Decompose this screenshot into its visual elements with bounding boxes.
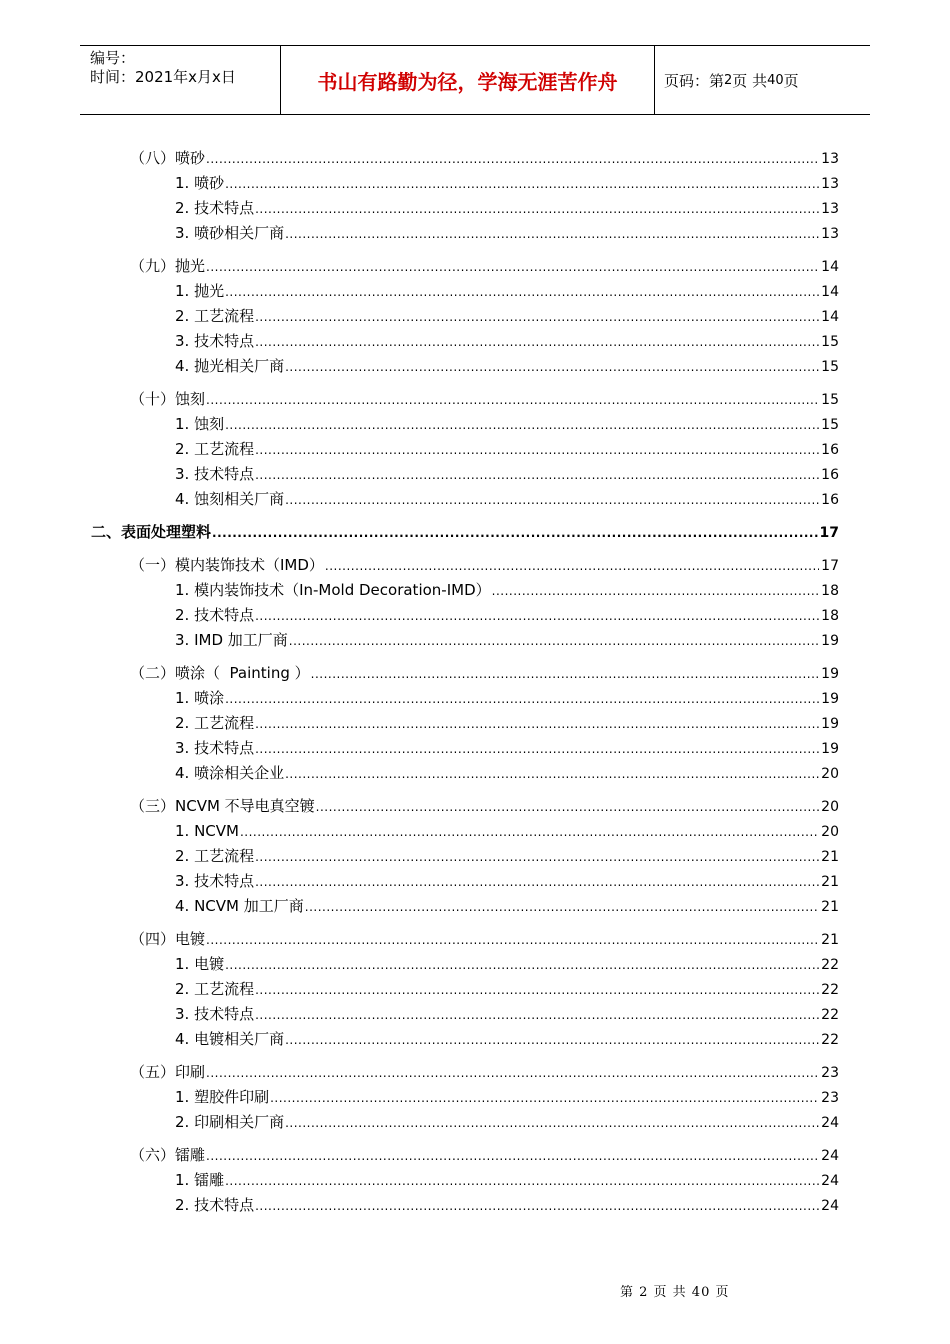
toc-entry[interactable] — [175, 763, 839, 783]
toc-entry-page: 16 — [821, 467, 839, 483]
toc-entry[interactable] — [175, 713, 839, 733]
toc-entry-label: 4. 电镀相关厂商 — [175, 1030, 285, 1048]
toc-entry[interactable] — [175, 821, 839, 841]
toc-entry[interactable] — [175, 173, 839, 193]
toc-entry-page: 19 — [821, 633, 839, 649]
toc-entry-page: 19 — [821, 691, 839, 707]
toc-dot-leader — [492, 581, 820, 601]
toc-entry-page: 22 — [821, 982, 839, 998]
toc-entry-page: 21 — [821, 932, 839, 948]
toc-entry-page: 14 — [821, 259, 839, 275]
page-footer: 第 2 页 共 40 页 — [620, 1285, 730, 1300]
toc-entry-label: 2. 印刷相关厂商 — [175, 1113, 285, 1131]
toc-entry-label: 1. 模内装饰技术（In-Mold Decoration-IMD） — [175, 581, 491, 599]
toc-entry-label: 4. NCVM 加工厂商 — [175, 897, 304, 915]
toc-dot-leader — [255, 199, 819, 219]
toc-entry-label: 4. 抛光相关厂商 — [175, 357, 285, 375]
toc-dot-leader — [225, 282, 819, 302]
toc-dot-leader — [316, 797, 820, 817]
toc-entry-page: 20 — [821, 824, 839, 840]
toc-dot-leader — [255, 465, 819, 485]
toc-dot-leader — [255, 847, 819, 867]
toc-entry-label: （一）模内装饰技术（IMD） — [130, 556, 324, 574]
toc-entry-page: 16 — [821, 492, 839, 508]
toc-entry-label: （八）喷砂 — [130, 149, 206, 167]
toc-entry-label: （四）电镀 — [130, 930, 206, 948]
toc-entry-label: 1. 塑胶件印刷 — [175, 1088, 270, 1106]
toc-entry-page: 18 — [821, 583, 839, 599]
toc-entry-page: 15 — [821, 359, 839, 375]
toc-dot-leader — [305, 897, 819, 917]
toc-entry-page: 19 — [821, 716, 839, 732]
toc-entry-label: 2. 工艺流程 — [175, 980, 255, 998]
toc-entry-page: 21 — [821, 849, 839, 865]
toc-entry-page: 19 — [821, 666, 839, 682]
toc-entry-label: 1. 蚀刻 — [175, 415, 225, 433]
toc-dot-leader — [206, 1063, 819, 1083]
toc-entry-page: 22 — [821, 1032, 839, 1048]
toc-entry[interactable] — [175, 1112, 839, 1132]
toc-dot-leader — [255, 307, 819, 327]
toc-dot-leader — [225, 955, 819, 975]
toc-entry-label: （三）NCVM 不导电真空镀 — [130, 797, 315, 815]
toc-entry[interactable] — [175, 464, 839, 484]
toc-dot-leader — [270, 1088, 819, 1108]
toc-dot-leader — [255, 606, 819, 626]
header-page-info — [655, 46, 870, 114]
toc-dot-leader — [285, 357, 819, 377]
toc-entry[interactable] — [175, 1029, 839, 1049]
toc-entry-label: 2. 技术特点 — [175, 606, 255, 624]
header-meta — [80, 46, 281, 114]
toc-entry-label: 2. 技术特点 — [175, 1196, 255, 1214]
toc-entry[interactable] — [175, 414, 839, 434]
toc-entry[interactable] — [130, 555, 839, 575]
toc-entry-page: 13 — [821, 201, 839, 217]
toc-entry[interactable] — [175, 738, 839, 758]
toc-entry-page: 14 — [821, 309, 839, 325]
toc-entry[interactable] — [130, 663, 839, 683]
toc-entry-page: 17 — [821, 558, 839, 574]
toc-entry[interactable] — [175, 954, 839, 974]
page-mid: 页 共 — [732, 71, 768, 90]
toc-entry-label: 2. 技术特点 — [175, 199, 255, 217]
toc-entry-page: 23 — [821, 1090, 839, 1106]
toc-entry[interactable] — [175, 1087, 839, 1107]
toc-dot-leader — [212, 523, 818, 543]
toc-entry-label: 2. 工艺流程 — [175, 440, 255, 458]
toc-dot-leader — [289, 631, 819, 651]
toc-dot-leader — [285, 1030, 819, 1050]
page-prefix: 页码：第 — [664, 71, 725, 90]
toc-entry[interactable] — [175, 306, 839, 326]
toc-dot-leader — [225, 174, 819, 194]
toc-dot-leader — [285, 764, 819, 784]
toc-entry-label: （十）蚀刻 — [130, 390, 206, 408]
page-number: 2 — [724, 72, 733, 88]
toc-entry-label: （九）抛光 — [130, 257, 206, 275]
toc-entry[interactable] — [130, 148, 839, 168]
toc-entry-page: 21 — [821, 874, 839, 890]
toc-entry-label: 1. 镭雕 — [175, 1171, 225, 1189]
toc-entry[interactable] — [175, 439, 839, 459]
toc-dot-leader — [255, 440, 819, 460]
toc-entry-label: 3. 技术特点 — [175, 872, 255, 890]
toc-entry-label: 3. 技术特点 — [175, 465, 255, 483]
toc-entry-page: 24 — [821, 1173, 839, 1189]
toc-entry-label: 4. 喷涂相关企业 — [175, 764, 285, 782]
toc-entry-page: 14 — [821, 284, 839, 300]
page-suffix: 页 — [783, 71, 799, 90]
toc-entry-label: （二）喷涂（ Painting ） — [130, 664, 310, 682]
toc-entry-page: 17 — [819, 525, 839, 541]
document-number-label: 编号： — [90, 49, 136, 67]
toc-entry-label: 3. 喷砂相关厂商 — [175, 224, 285, 242]
toc-dot-leader — [206, 390, 819, 410]
toc-entry-page: 24 — [821, 1198, 839, 1214]
toc-dot-leader — [285, 224, 819, 244]
page-header — [80, 45, 870, 115]
toc-entry-label: 2. 工艺流程 — [175, 847, 255, 865]
toc-entry[interactable] — [130, 389, 839, 409]
toc-dot-leader — [311, 664, 820, 684]
toc-entry-page: 22 — [821, 1007, 839, 1023]
toc-entry[interactable] — [175, 630, 839, 650]
toc-entry-page: 16 — [821, 442, 839, 458]
header-motto: 书山有路勤为径，学海无涯苦作舟 — [281, 46, 655, 114]
toc-entry-label: 3. 技术特点 — [175, 739, 255, 757]
toc-entry-page: 13 — [821, 226, 839, 242]
toc-dot-leader — [255, 1005, 819, 1025]
toc-entry-page: 22 — [821, 957, 839, 973]
toc-dot-leader — [255, 714, 819, 734]
toc-entry[interactable] — [130, 929, 839, 949]
toc-entry-page: 23 — [821, 1065, 839, 1081]
toc-entry[interactable] — [175, 871, 839, 891]
toc-entry[interactable] — [175, 223, 839, 243]
toc-dot-leader — [206, 149, 819, 169]
toc-dot-leader — [225, 415, 819, 435]
toc-entry-page: 24 — [821, 1115, 839, 1131]
toc-entry-label: 1. 电镀 — [175, 955, 225, 973]
document-time: 时间：2021年x月x日 — [90, 68, 236, 86]
toc-entry-label: （六）镭雕 — [130, 1146, 206, 1164]
toc-entry[interactable] — [130, 256, 839, 276]
toc-dot-leader — [255, 872, 819, 892]
toc-dot-leader — [206, 257, 819, 277]
toc-entry-page: 13 — [821, 151, 839, 167]
toc-entry[interactable] — [175, 356, 839, 376]
toc-entry-label: 1. 喷涂 — [175, 689, 225, 707]
toc-entry[interactable] — [175, 896, 839, 916]
toc-entry-label: 3. 技术特点 — [175, 332, 255, 350]
toc-entry[interactable] — [91, 522, 839, 542]
toc-entry-label: 二、表面处理塑料 — [91, 523, 212, 541]
toc-entry-page: 20 — [821, 766, 839, 782]
toc-entry-page: 15 — [821, 417, 839, 433]
toc-entry[interactable] — [130, 1145, 839, 1165]
toc-entry[interactable] — [175, 281, 839, 301]
toc-entry-label: 4. 蚀刻相关厂商 — [175, 490, 285, 508]
toc-entry[interactable] — [175, 1004, 839, 1024]
toc-entry[interactable] — [175, 489, 839, 509]
toc-entry-page: 13 — [821, 176, 839, 192]
toc-entry[interactable] — [175, 605, 839, 625]
toc-entry-label: 2. 工艺流程 — [175, 714, 255, 732]
toc-entry-label: 3. 技术特点 — [175, 1005, 255, 1023]
toc-dot-leader — [225, 689, 819, 709]
toc-entry-label: 1. 抛光 — [175, 282, 225, 300]
toc-dot-leader — [285, 1113, 819, 1133]
toc-dot-leader — [255, 332, 819, 352]
toc-entry-label: 3. IMD 加工厂商 — [175, 631, 288, 649]
page-total: 40 — [767, 72, 784, 88]
toc-entry[interactable] — [175, 1195, 839, 1215]
toc-entry[interactable] — [175, 688, 839, 708]
toc-entry[interactable] — [175, 1170, 839, 1190]
toc-dot-leader — [255, 980, 819, 1000]
toc-dot-leader — [285, 490, 819, 510]
toc-dot-leader — [325, 556, 819, 576]
toc-entry-page: 18 — [821, 608, 839, 624]
toc-entry[interactable] — [175, 979, 839, 999]
toc-entry[interactable] — [175, 580, 839, 600]
toc-entry[interactable] — [130, 1062, 839, 1082]
toc-dot-leader — [255, 1196, 819, 1216]
toc-dot-leader — [240, 822, 819, 842]
toc-entry-label: 2. 工艺流程 — [175, 307, 255, 325]
toc-entry-label: （五）印刷 — [130, 1063, 206, 1081]
toc-entry-page: 15 — [821, 392, 839, 408]
toc-entry[interactable] — [175, 331, 839, 351]
toc-entry-label: 1. NCVM — [175, 822, 239, 840]
toc-entry-page: 20 — [821, 799, 839, 815]
toc-entry[interactable] — [130, 796, 839, 816]
toc-entry[interactable] — [175, 846, 839, 866]
toc-entry-page: 19 — [821, 741, 839, 757]
toc-dot-leader — [255, 739, 819, 759]
toc-entry-page: 21 — [821, 899, 839, 915]
toc-entry-page: 24 — [821, 1148, 839, 1164]
toc-dot-leader — [206, 930, 819, 950]
toc-entry-label: 1. 喷砂 — [175, 174, 225, 192]
toc-dot-leader — [206, 1146, 819, 1166]
toc-entry-page: 15 — [821, 334, 839, 350]
toc-entry[interactable] — [175, 198, 839, 218]
toc-dot-leader — [225, 1171, 819, 1191]
